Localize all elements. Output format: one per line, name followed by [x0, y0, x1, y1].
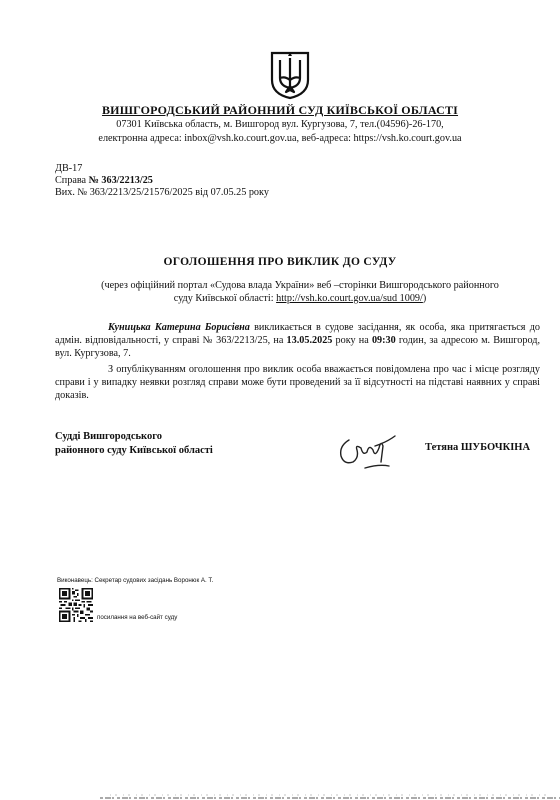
- judges-line-1: Судді Вишгородського: [55, 431, 162, 442]
- publication-note: [95, 279, 505, 305]
- hearing-time: 09:30: [371, 335, 396, 346]
- scan-edge-artifact: [100, 793, 560, 800]
- qr-code-icon[interactable]: [59, 588, 93, 622]
- consequence-text: З опублікуванням оголошення про виклик особа вважається повідомлена про час і місце розгляду справи і у випадку неявки розгляд справи може бути проведений за її відсутності на підставі наявних у справі доказів.: [55, 364, 540, 401]
- summons-paragraph: [55, 321, 540, 360]
- court-contacts: електронна адреса: inbox@vsh.ko.court.gov.ua, веб-адреса: https://vsh.ko.court.gov.ua: [98, 133, 462, 144]
- portal-link[interactable]: http://vsh.ko.court.gov.ua/sud 1009/: [276, 293, 423, 304]
- document-code: ДВ-17: [55, 163, 83, 174]
- publication-close: ): [422, 293, 427, 304]
- executor-line: Виконавець: Секретар судових засідань Воронюк А. Т.: [57, 577, 214, 584]
- trident-coat-of-arms-icon: [268, 50, 312, 100]
- qr-caption: посилання на веб-сайт суду: [97, 614, 178, 621]
- court-name: ВИШГОРОДСЬКИЙ РАЙОННИЙ СУД КИЇВСЬКОЇ ОБЛАСТІ: [101, 103, 459, 117]
- judge-name: Тетяна ШУБОЧКІНА: [425, 442, 531, 453]
- case-number-line: [55, 175, 153, 187]
- summoned-person: Куницька Катерина Борисівна: [108, 322, 250, 333]
- case-label: Справа: [55, 175, 87, 186]
- notice-consequence-paragraph: [55, 363, 540, 402]
- summons-text-a: викликається в судове засідання, як особа, яка притягається до адмін. відповідальності, у справі № 363/2213/25, на: [55, 322, 540, 346]
- outgoing-number: Вих. № 363/2213/25/21576/2025 від 07.05.25 року: [55, 187, 269, 198]
- case-number: № 363/2213/25: [88, 175, 153, 186]
- hearing-date: 13.05.2025: [286, 335, 333, 346]
- court-address: 07301 Київська область, м. Вишгород вул. Кургузова, 7, тел.(04596)-26-170,: [116, 119, 444, 130]
- notice-title: ОГОЛОШЕННЯ ПРО ВИКЛИК ДО СУДУ: [163, 256, 397, 268]
- publication-text: (через офіційний портал «Судова влада України» веб –сторінки Вишгородського районного суду Київської області:: [101, 280, 499, 304]
- handwritten-signature-icon: [335, 432, 397, 472]
- summons-text-c: годин, за адресою м. Вишгород, вул. Кургузова, 7.: [55, 335, 540, 359]
- judges-line-2: районного суду Київської області: [55, 445, 213, 456]
- judges-block: [55, 430, 213, 458]
- summons-text-b: року на: [332, 335, 372, 346]
